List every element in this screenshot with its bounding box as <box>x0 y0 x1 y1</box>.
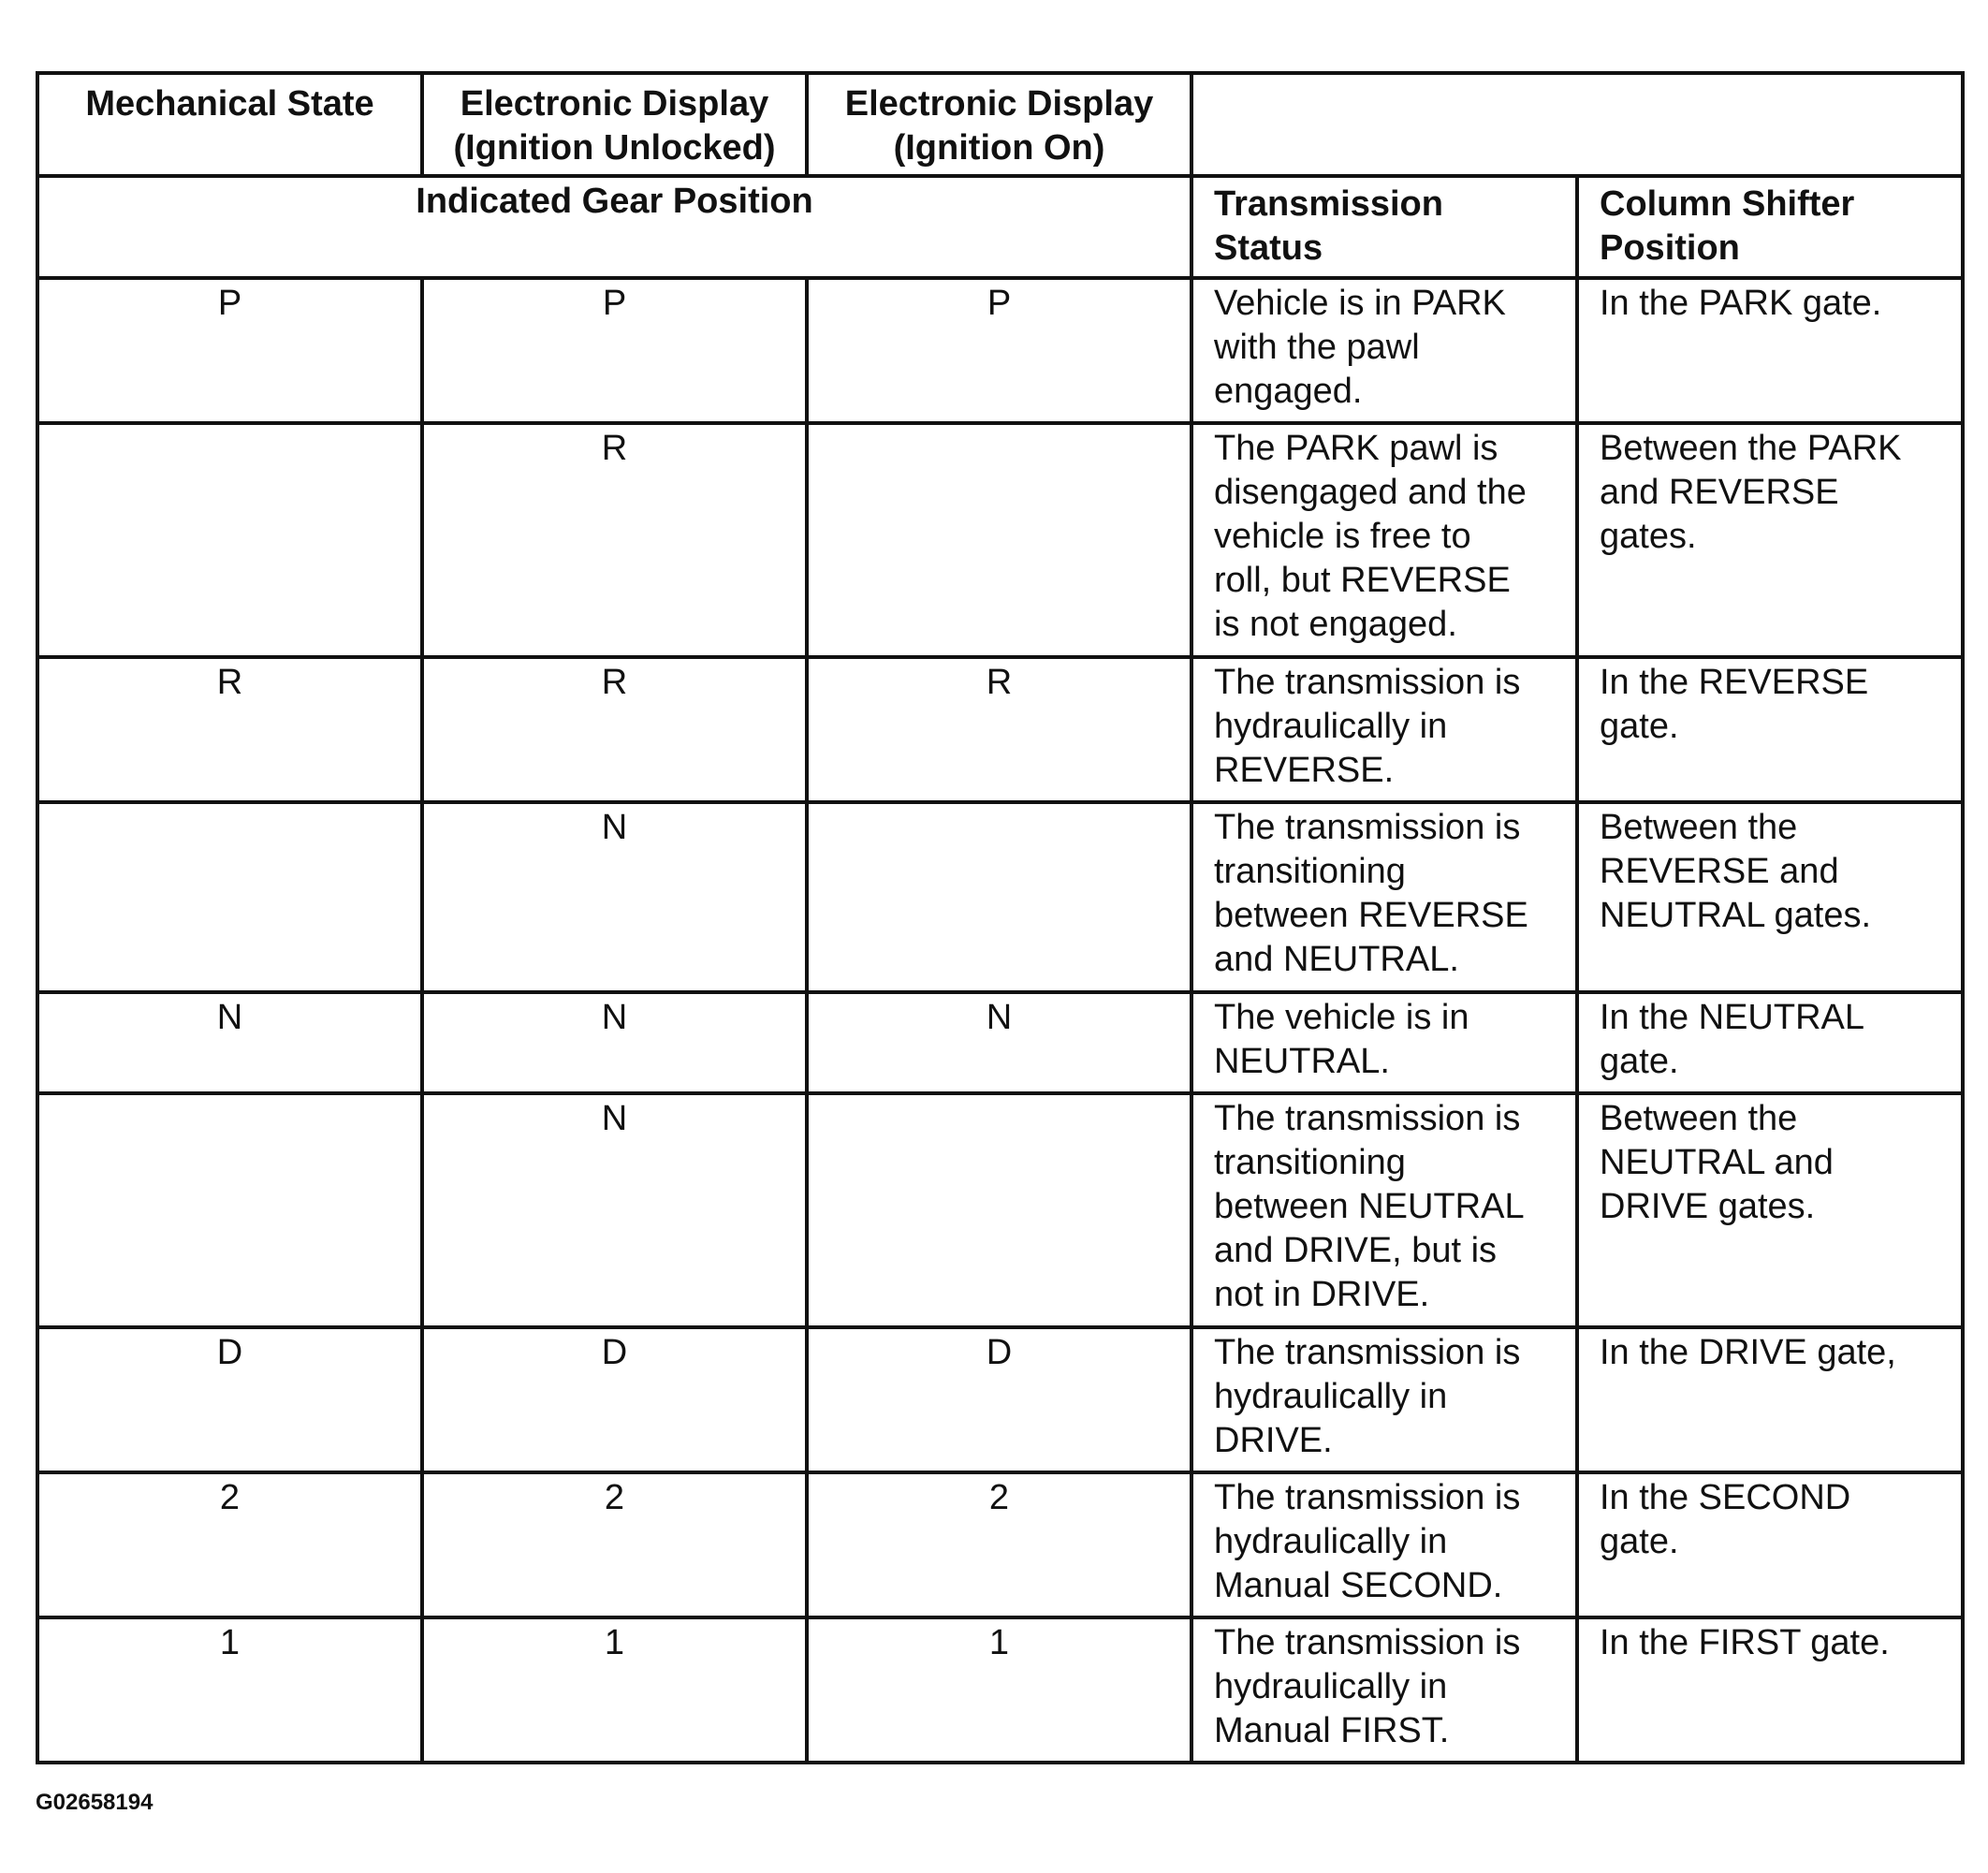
cell-shifter-position: In the PARK gate. <box>1577 278 1963 423</box>
cell-shifter-position: In the NEUTRAL gate. <box>1577 992 1963 1093</box>
cell-display-unlocked: N <box>422 1093 807 1327</box>
cell-display-unlocked: D <box>422 1327 807 1472</box>
cell-shifter-position: In the SECOND gate. <box>1577 1472 1963 1617</box>
cell-mechanical-state: R <box>37 657 422 802</box>
cell-display-on: D <box>807 1327 1191 1472</box>
cell-mechanical-state: P <box>37 278 422 423</box>
cell-display-on: N <box>807 992 1191 1093</box>
cell-display-on: P <box>807 278 1191 423</box>
table-row <box>37 657 1963 802</box>
header-row-2 <box>37 176 1963 278</box>
table-row <box>37 1093 1963 1327</box>
cell-transmission-status: The PARK pawl is disengaged and the vehicle is free to roll, but REVERSE is not engaged. <box>1191 423 1577 657</box>
table-row <box>37 992 1963 1093</box>
table-row <box>37 1617 1963 1763</box>
table-row <box>37 1472 1963 1617</box>
cell-mechanical-state <box>37 1093 422 1327</box>
header-transmission-status: Transmission Status <box>1191 176 1577 278</box>
cell-shifter-position: In the DRIVE gate, <box>1577 1327 1963 1472</box>
cell-display-on <box>807 423 1191 657</box>
cell-mechanical-state: D <box>37 1327 422 1472</box>
cell-transmission-status: The transmission is hydraulically in Manual FIRST. <box>1191 1617 1577 1763</box>
cell-transmission-status: The vehicle is in NEUTRAL. <box>1191 992 1577 1093</box>
cell-display-unlocked: R <box>422 423 807 657</box>
cell-transmission-status: The transmission is hydraulically in DRIVE. <box>1191 1327 1577 1472</box>
cell-display-on <box>807 1093 1191 1327</box>
cell-shifter-position: In the FIRST gate. <box>1577 1617 1963 1763</box>
cell-display-unlocked: 2 <box>422 1472 807 1617</box>
cell-mechanical-state <box>37 423 422 657</box>
cell-display-on: 1 <box>807 1617 1191 1763</box>
cell-display-on: 2 <box>807 1472 1191 1617</box>
cell-mechanical-state: 1 <box>37 1617 422 1763</box>
cell-shifter-position: Between the PARK and REVERSE gates. <box>1577 423 1963 657</box>
cell-display-unlocked: N <box>422 992 807 1093</box>
cell-display-unlocked: R <box>422 657 807 802</box>
gear-position-table <box>36 71 1965 1764</box>
table-row <box>37 423 1963 657</box>
cell-display-on: R <box>807 657 1191 802</box>
header-electronic-display-unlocked: Electronic Display (Ignition Unlocked) <box>422 73 807 176</box>
header-blank-cell <box>1191 73 1963 176</box>
cell-mechanical-state: N <box>37 992 422 1093</box>
header-electronic-display-on: Electronic Display (Ignition On) <box>807 73 1191 176</box>
header-column-shifter-position: Column Shifter Position <box>1577 176 1963 278</box>
cell-transmission-status: The transmission is hydraulically in Manual SECOND. <box>1191 1472 1577 1617</box>
cell-shifter-position: In the REVERSE gate. <box>1577 657 1963 802</box>
cell-display-unlocked: 1 <box>422 1617 807 1763</box>
header-mechanical-state: Mechanical State <box>37 73 422 176</box>
table-row <box>37 1327 1963 1472</box>
cell-display-on <box>807 802 1191 992</box>
header-row-1 <box>37 73 1963 176</box>
cell-display-unlocked: P <box>422 278 807 423</box>
table-row <box>37 278 1963 423</box>
table-row <box>37 802 1963 992</box>
cell-display-unlocked: N <box>422 802 807 992</box>
header-indicated-gear-position: Indicated Gear Position <box>37 176 1191 278</box>
cell-transmission-status: The transmission is transitioning between NEUTRAL and DRIVE, but is not in DRIVE. <box>1191 1093 1577 1327</box>
figure-id-label: G02658194 <box>36 1790 153 1815</box>
cell-shifter-position: Between the REVERSE and NEUTRAL gates. <box>1577 802 1963 992</box>
cell-transmission-status: Vehicle is in PARK with the pawl engaged. <box>1191 278 1577 423</box>
table-body <box>37 73 1963 1763</box>
cell-mechanical-state <box>37 802 422 992</box>
cell-mechanical-state: 2 <box>37 1472 422 1617</box>
cell-shifter-position: Between the NEUTRAL and DRIVE gates. <box>1577 1093 1963 1327</box>
cell-transmission-status: The transmission is transitioning between REVERSE and NEUTRAL. <box>1191 802 1577 992</box>
cell-transmission-status: The transmission is hydraulically in REVERSE. <box>1191 657 1577 802</box>
